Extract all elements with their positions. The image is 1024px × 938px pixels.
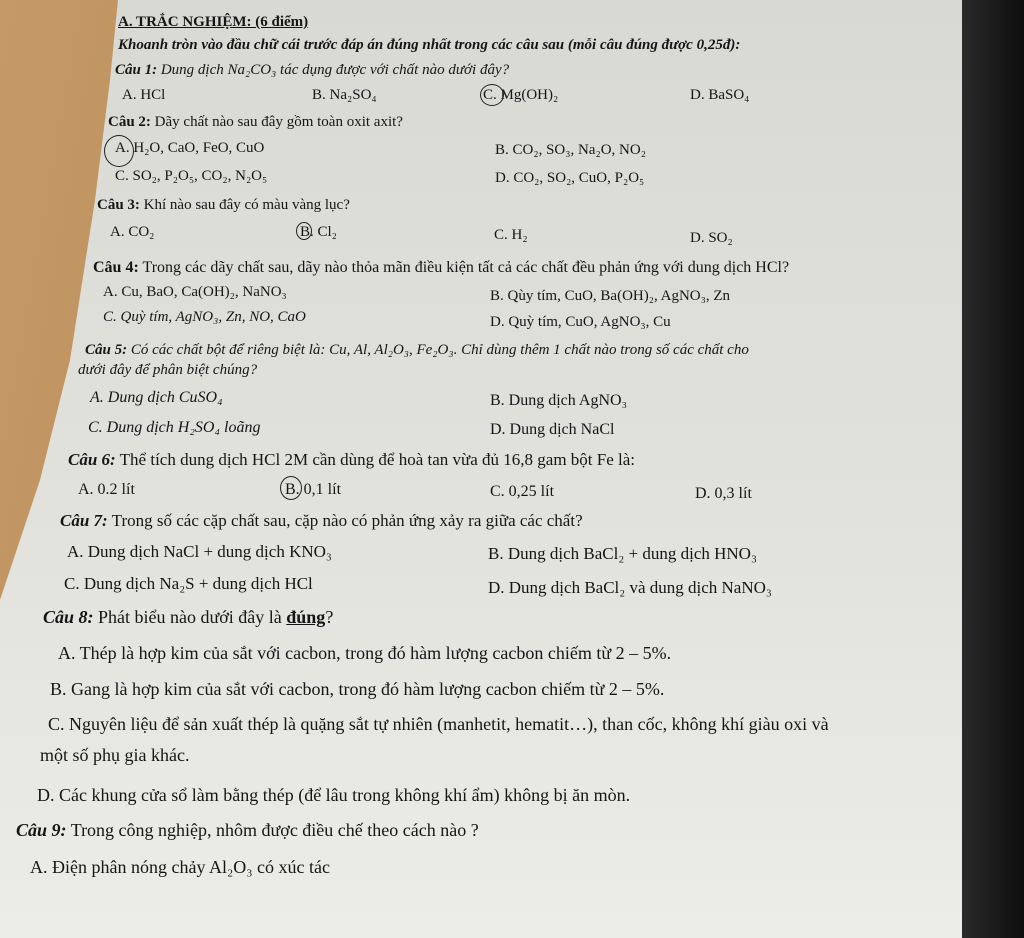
q8-option-c[interactable]: C. Nguyên liệu để sản xuất thép là quặng sắt tự nhiên (manhetit, hematit…), than cốc, không khí giàu oxi và	[48, 714, 829, 734]
q5-option-c[interactable]: C. Dung dịch H₂SO₄ loãng	[88, 419, 261, 436]
q8-option-b[interactable]: B. Gang là hợp kim của sắt với cacbon, trong đó hàm lượng cacbon chiếm từ 2 – 5%.	[50, 679, 665, 699]
q2-option-a[interactable]: A. H₂O, CaO, FeO, CuO	[115, 140, 265, 156]
q2-option-d[interactable]: D. CO₂, SO₂, CuO, P₂O₅	[495, 170, 645, 186]
question-5: Câu 5: Có các chất bột để riêng biệt là: Cu, Al, Al₂O₃, Fe₂O₃. Chỉ dùng thêm 1 chất nào trong số các chất cho	[85, 342, 749, 358]
q9-option-a[interactable]: A. Điện phân nóng chảy Al₂O₃ có xúc tác	[30, 857, 330, 877]
question-7: Câu 7: Trong số các cặp chất sau, cặp nào có phản ứng xảy ra giữa các chất?	[60, 511, 583, 530]
q3-option-c[interactable]: C. H₂	[494, 227, 528, 243]
q1-option-b[interactable]: B. Na₂SO₄	[312, 87, 377, 103]
question-8: Câu 8: Phát biểu nào dưới đây là đúng?	[43, 607, 334, 627]
q4-option-a[interactable]: A. Cu, BaO, Ca(OH)₂, NaNO₃	[103, 284, 287, 300]
q8-option-a[interactable]: A. Thép là hợp kim của sắt với cacbon, trong đó hàm lượng cacbon chiếm từ 2 – 5%.	[58, 643, 672, 663]
q2-option-b[interactable]: B. CO₂, SO₃, Na₂O, NO₂	[495, 142, 646, 158]
q3-option-d[interactable]: D. SO₂	[690, 230, 733, 246]
answer-circle-icon	[296, 222, 312, 240]
q7-option-d[interactable]: D. Dung dịch BaCl₂ và dung dịch NaNO₃	[488, 578, 772, 597]
question-5-cont: dưới đây để phân biệt chúng?	[78, 362, 258, 378]
question-1: Câu 1: Dung dịch Na₂CO₃ tác dụng được với chất nào dưới đây?	[115, 62, 510, 78]
q5-option-b[interactable]: B. Dung dịch AgNO₃	[490, 392, 628, 409]
question-2: Câu 2: Dãy chất nào sau đây gồm toàn oxit axit?	[108, 114, 403, 130]
dark-edge	[962, 0, 1024, 938]
q4-option-b[interactable]: B. Qùy tím, CuO, Ba(OH)₂, AgNO₃, Zn	[490, 288, 731, 304]
q8-option-c-cont: một số phụ gia khác.	[40, 745, 190, 765]
question-6: Câu 6: Thể tích dung dịch HCl 2M cần dùng để hoà tan vừa đủ 16,8 gam bột Fe là:	[68, 450, 636, 469]
q6-option-c[interactable]: C. 0,25 lít	[490, 483, 555, 500]
instruction: Khoanh tròn vào đầu chữ cái trước đáp án đúng nhất trong các câu sau (mỗi câu đúng được 0,25đ):	[118, 37, 741, 53]
q4-option-d[interactable]: D. Quỳ tím, CuO, AgNO₃, Cu	[490, 314, 671, 330]
question-9: Câu 9: Trong công nghiệp, nhôm được điều chế theo cách nào ?	[16, 820, 479, 840]
q5-option-a[interactable]: A. Dung dịch CuSO₄	[90, 389, 223, 406]
answer-circle-icon	[480, 84, 504, 106]
section-title: A. TRẮC NGHIỆM: (6 điểm)	[118, 14, 309, 30]
q7-option-a[interactable]: A. Dung dịch NaCl + dung dịch KNO₃	[67, 542, 332, 561]
q5-option-d[interactable]: D. Dung dịch NaCl	[490, 421, 615, 438]
q1-option-c[interactable]: C. Mg(OH)₂	[483, 87, 559, 103]
q3-option-b[interactable]: B. Cl₂	[300, 224, 337, 240]
q6-option-a[interactable]: A. 0.2 lít	[78, 481, 135, 498]
question-4: Câu 4: Trong các dãy chất sau, dãy nào thỏa mãn điều kiện tất cả các chất đều phản ứng với dung dịch HCl?	[93, 259, 790, 276]
q3-option-a[interactable]: A. CO₂	[110, 224, 155, 240]
q6-option-d[interactable]: D. 0,3 lít	[695, 485, 752, 502]
q7-option-b[interactable]: B. Dung dịch BaCl₂ + dung dịch HNO₃	[488, 544, 757, 563]
q1-option-a[interactable]: A. HCl	[122, 87, 166, 103]
q6-option-b[interactable]: B. 0,1 lít	[285, 481, 342, 498]
q1-option-d[interactable]: D. BaSO₄	[690, 87, 750, 103]
q7-option-c[interactable]: C. Dung dịch Na₂S + dung dịch HCl	[64, 574, 313, 593]
answer-circle-icon	[280, 476, 302, 500]
q8-option-d[interactable]: D. Các khung cửa sổ làm bằng thép (để lâu trong không khí ẩm) không bị ăn mòn.	[37, 785, 631, 805]
question-3: Câu 3: Khí nào sau đây có màu vàng lục?	[97, 197, 350, 213]
q2-option-c[interactable]: C. SO₂, P₂O₅, CO₂, N₂O₅	[115, 168, 268, 184]
answer-circle-icon	[104, 135, 134, 167]
q4-option-c[interactable]: C. Quỳ tím, AgNO₃, Zn, NO, CaO	[103, 309, 306, 325]
